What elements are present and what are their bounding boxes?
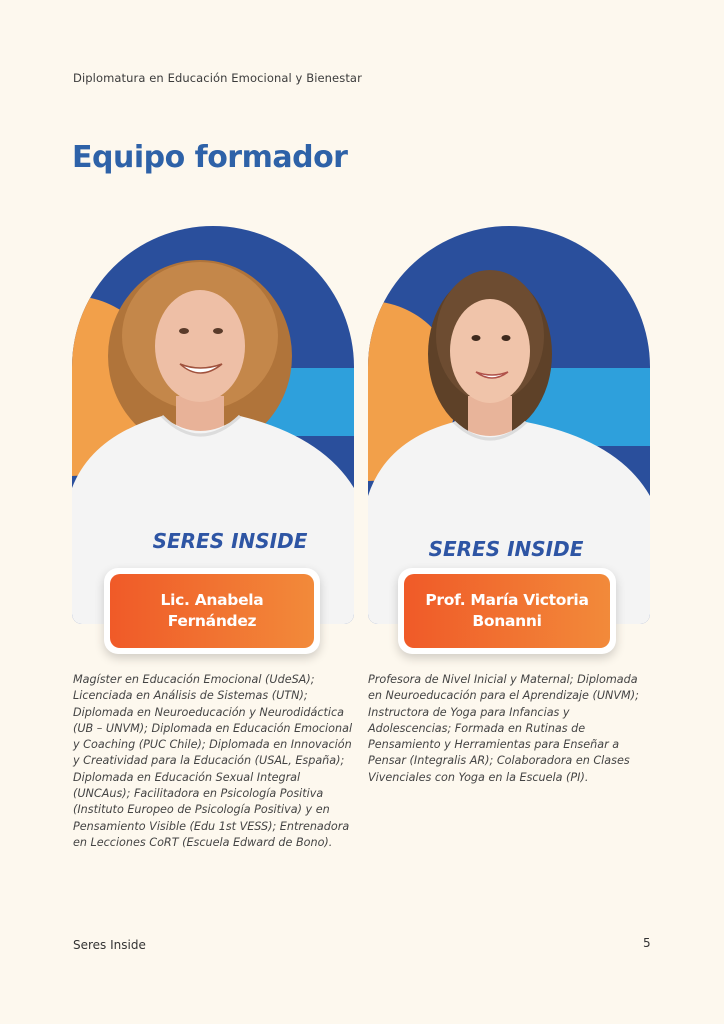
name-badge-inner-1 bbox=[110, 574, 314, 648]
shirt-logo-1: SERES INSIDE bbox=[152, 529, 308, 553]
footer-brand: Seres Inside bbox=[73, 938, 146, 952]
member-name-line2-1: Fernández bbox=[167, 612, 257, 630]
member-name-line2-2: Bonanni bbox=[472, 612, 542, 630]
member-name-line1-1: Lic. Anabela bbox=[160, 591, 264, 609]
name-badge-inner-2 bbox=[404, 574, 610, 648]
page-number: 5 bbox=[643, 936, 651, 950]
arch-background-2 bbox=[368, 226, 650, 624]
member-name-line1-2: Prof. María Victoria bbox=[425, 591, 589, 609]
document-header: Diplomatura en Educación Emocional y Bienestar bbox=[73, 71, 362, 85]
arch-background-1 bbox=[72, 226, 354, 624]
member-bio-2: Profesora de Nivel Inicial y Maternal; Diplomada en Neuroeducación para el Aprendizaje (UNVM); Instructora de Yoga para Infancias y Adolescencias; Formada en Rutinas de Pensamiento y Herramientas para Enseñar a Pensar (Integralis AR); Colaboradora en Clases Vivenciales con Yoga en la Escuela (PI). bbox=[368, 673, 639, 784]
team-member-photo-2 bbox=[368, 226, 650, 624]
member-bio-1: Magíster en Educación Emocional (UdeSA); Licenciada en Análisis de Sistemas (UTN); Diplomada en Neuroeducación y Neurodidáctica (UB – UNVM); Diplomada en Educación Emocional y Coaching (PUC Chile); Diplomada en Innovación y Creatividad para la Educación (USAL, España); Diplomada en Educación Sexual Integral (UNCAus); Facilitadora en Psicología Positiva (Instituto Europeo de Psicología Positiva) y en Pensamiento Visible (Edu 1st VESS); Entrenadora en Lecciones CoRT (Escuela Edward de Bono). bbox=[73, 673, 353, 849]
shirt-logo-2: SERES INSIDE bbox=[428, 537, 584, 561]
page-title: Equipo formador bbox=[72, 140, 348, 175]
name-badge-2 bbox=[398, 568, 616, 654]
name-badge-1 bbox=[104, 568, 320, 654]
team-member-photo-1 bbox=[72, 226, 354, 624]
